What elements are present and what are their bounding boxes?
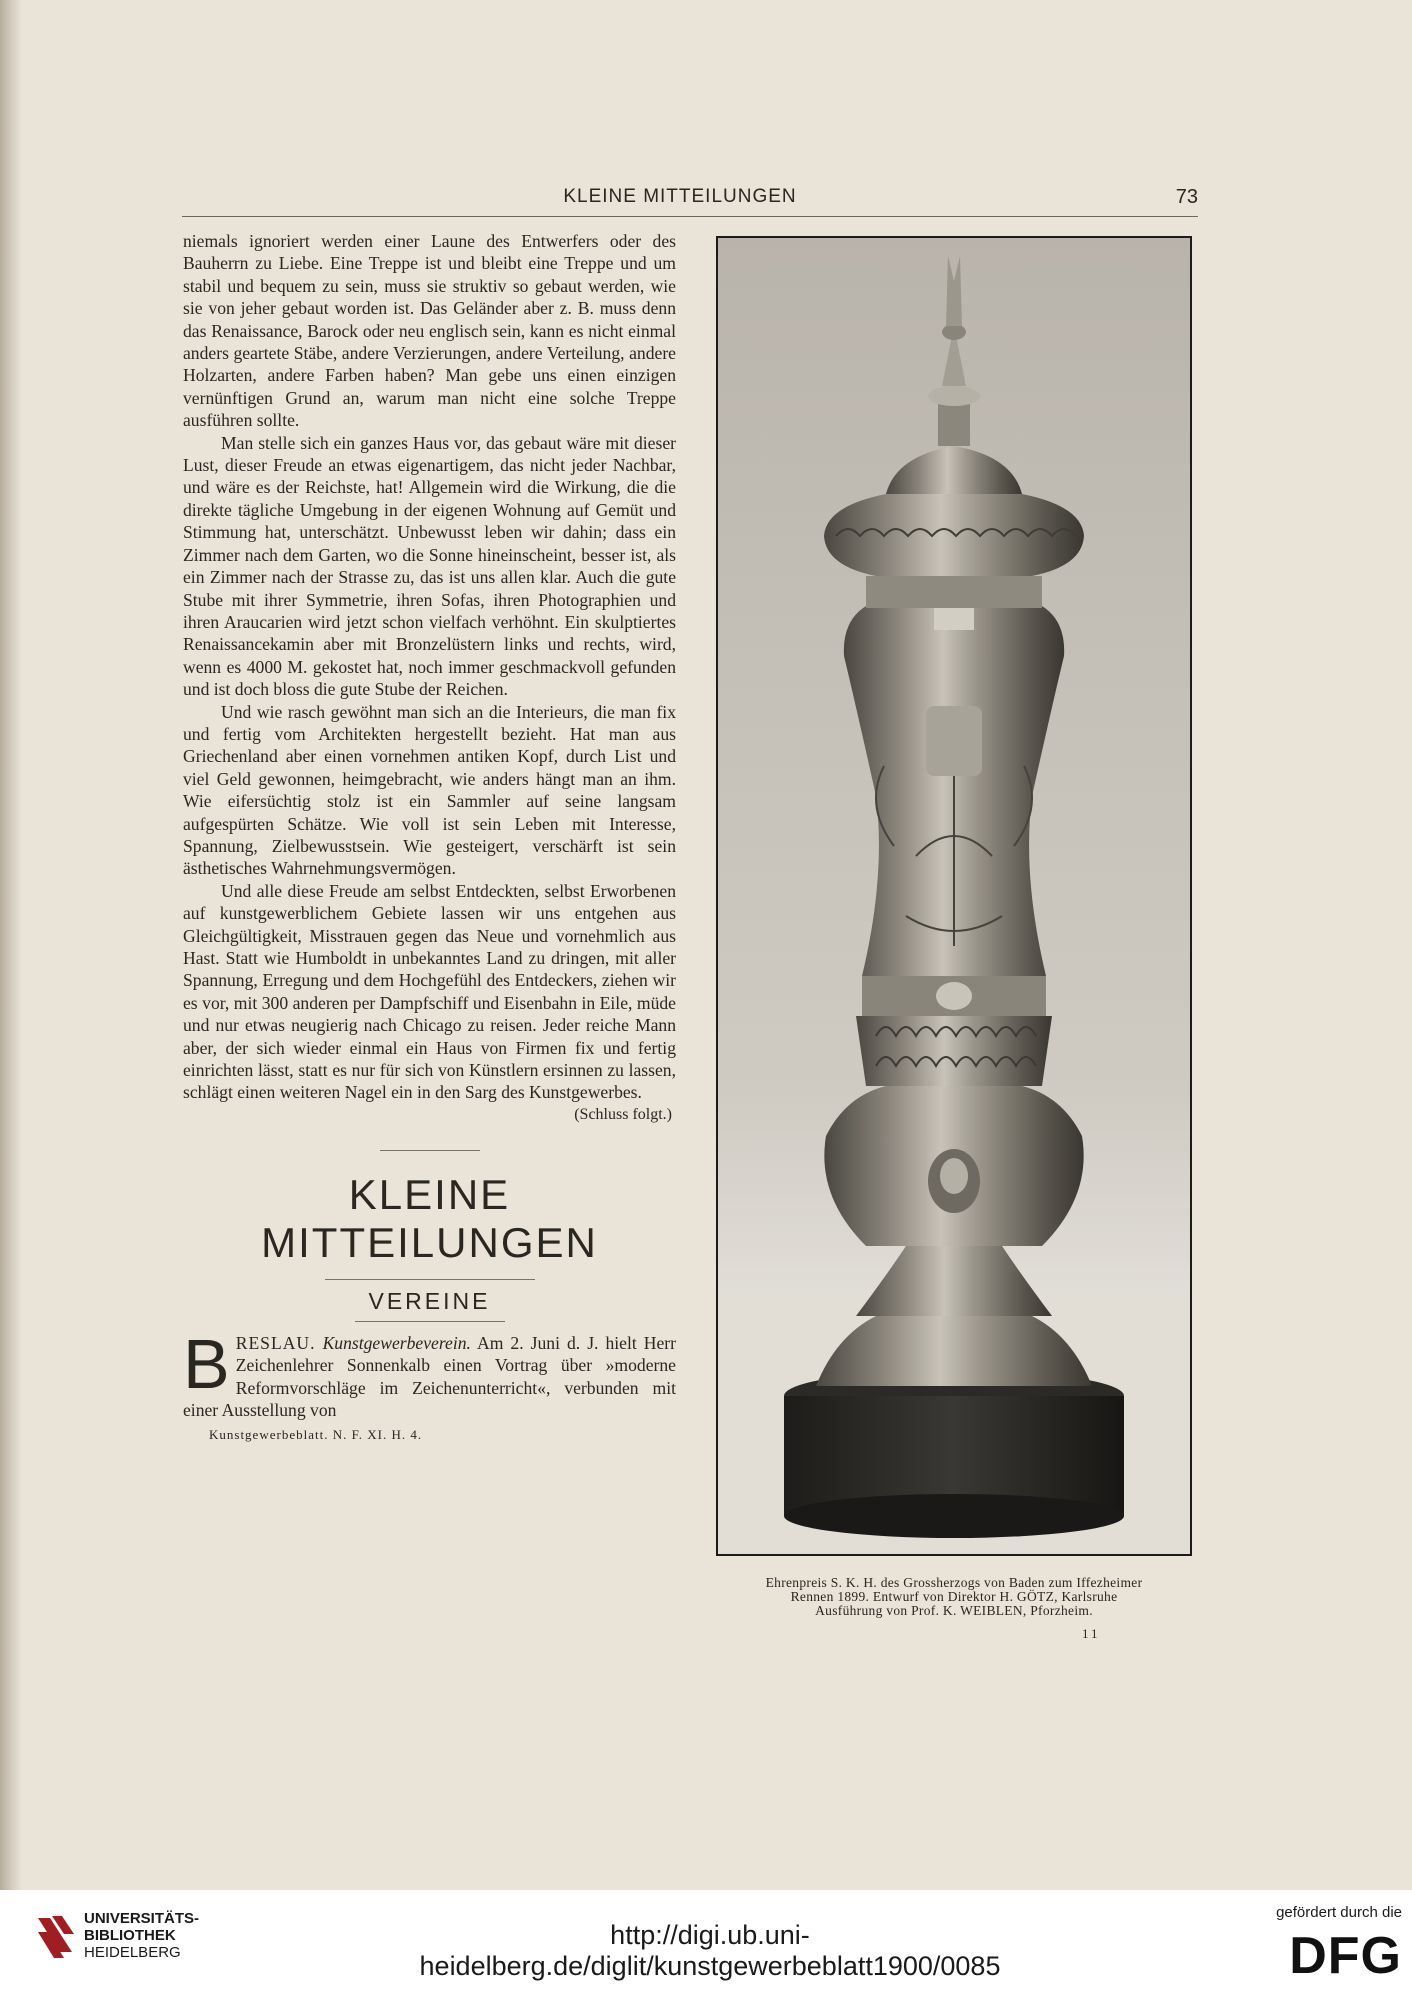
library-name-line: BIBLIOTHEK (84, 1927, 176, 1944)
news-place: RESLAU. (235, 1332, 316, 1353)
digitization-banner (0, 1890, 1412, 1992)
running-head (0, 186, 1412, 210)
news-item (183, 1324, 676, 1422)
article-paragraph: niemals ignoriert werden einer Laune des Entwerfers oder des Bauherrn zu Liebe. Eine Treppe ist und bleibt eine Treppe und um stabil und bequem zu sein, muss sie struktiv so gebaut werden, wie sie von jeher gebaut worden ist. Das Geländer aber z. B. muss denn das Renaissance, Barock oder neu englisch sein, kann es nicht einmal anders geartete Stäbe, andere Verzierungen, andere Verteilung, andere Holzarten, andere Farben haben? Man gebe uns einen einzigen vernünftigen Grund an, warum man nicht eine solche Treppe ausführen sollte. (183, 231, 676, 431)
article-paragraph: Und wie rasch gewöhnt man sich an die Interieurs, die man fix und fertig vom Architekten hergestellt bezieht. Hat man aus Griechenland aber einen vornehmen antiken Kopf, durch List und viel Geld gewonnen, heimgebracht, wie anders hängt man an ihm. Wie eifersüchtig stolz ist ein Sammler auf seine langsam aufgespürten Schätze. Wie voll ist sein Leben mit Interesse, Spannung, Zielbewusstsein. Wie gesteigert, verschärft ist sein ästhetisches Wahrnehmungsvermögen. (183, 701, 676, 879)
subsection-title: VEREINE (368, 1287, 491, 1314)
news-text: Am 2. Juni d. J. hielt Herr Zeichenlehrer Sonnenkalb einen Vortrag über »moderne Reformvorschläge im Zeichenunterricht«, verbunden mit einer Ausstellung von (183, 1332, 676, 1421)
caption-line: Rennen 1899. Entwurf von Direktor H. GÖTZ, Karlsruhe (790, 1589, 1118, 1604)
trophy-illustration (716, 236, 1192, 1556)
figure-caption (702, 1576, 1206, 1618)
closing-note: (Schluss folgt.) (574, 1105, 672, 1123)
section-title (183, 1171, 676, 1267)
article-paragraph: Man stelle sich ein ganzes Haus vor, das gebaut wäre mit dieser Lust, dieser Freude an etwas eigenartigem, das nicht jeder Nachbar, und wäre es der Reichste, hat! Allgemein wird die Wirkung, die die direkte tägliche Umgebung in der eigenen Wohnung auf Gemüt und Stimmung hat, unterschätzt. Unbewusst leben wir dahin; dass ein Zimmer nach dem Garten, wo die Sonne hineinscheint, besser ist, als ein Zimmer nach der Strasse zu, das ist uns allen klar. Auch die gute Stube mit ihrer Symmetrie, ihren Sofas, ihren Photographien und ihren Araucarien wird jetzt schon vielfach verhöhnt. Ein skulptiertes Renaissancekamin aber mit Bronzelüstern links und rechts, wird, wenn es 4000 M. gekostet hat, noch immer geschmackvoll gefunden und ist doch bloss die gute Stube der Reichen. (183, 432, 676, 700)
dfg-logo: DFG (1289, 1927, 1402, 1985)
trophy-photograph (716, 236, 1192, 1556)
text-column (183, 230, 676, 1443)
article-paragraph: Und alle diese Freude am selbst Entdeckten, selbst Erworbenen auf kunstgewerblichem Gebiete lassen wir uns entgehen aus Gleichgültigkeit, Misstrauen gegen das Neue und vornehmlich aus Hast. Statt wie Humboldt in unbekanntes Land zu dringen, mit aller Spannung, Erregung und dem Hochgefühl des Entdeckers, ziehen wir es vor, mit 300 anderen per Dampfschiff und Eisenbahn in Eile, müde und nur etwas neugierig nach Chicago zu reisen. Jeder reiche Mann aber, der sich wieder einmal ein Haus von Firmen fix und fertig einrichten lässt, statt es nur für sich von Künstlern ersinnen zu lassen, schlägt einen weiteren Nagel ein in den Sarg des Kunstgewerbes. (183, 880, 676, 1103)
running-title: KLEINE MITTEILUNGEN (563, 186, 797, 207)
caption-line: Ehrenpreis S. K. H. des Grossherzogs von Baden zum Iffezheimer (765, 1575, 1143, 1590)
drop-cap: B (183, 1324, 230, 1403)
library-name-line: HEIDELBERG (84, 1944, 181, 1961)
signature-mark: 11 (1082, 1626, 1101, 1641)
page-spine-shadow (0, 0, 22, 1890)
news-society: Kunstgewerbeverein. (322, 1332, 471, 1353)
divider (355, 1321, 505, 1322)
divider (380, 1150, 480, 1151)
page-number: 73 (1175, 186, 1198, 208)
caption-line: Ausführung von Prof. K. WEIBLEN, Pforzheim. (815, 1603, 1093, 1618)
funded-by-label: gefördert durch die (1276, 1904, 1402, 1921)
header-rule (182, 216, 1198, 217)
source-url-link[interactable]: http://digi.ub.uni-heidelberg.de/diglit/kunstgewerbeblatt1900/0085 (419, 1920, 1001, 1981)
divider (325, 1279, 535, 1280)
library-name-line: UNIVERSITÄTS- (84, 1910, 200, 1927)
section-title-line: MITTEILUNGEN (261, 1218, 598, 1266)
library-logo-icon (34, 1912, 76, 1964)
journal-footer: Kunstgewerbeblatt. N. F. XI. H. 4. (209, 1427, 423, 1443)
section-title-line: KLEINE (348, 1170, 511, 1218)
library-name (84, 1910, 199, 1961)
